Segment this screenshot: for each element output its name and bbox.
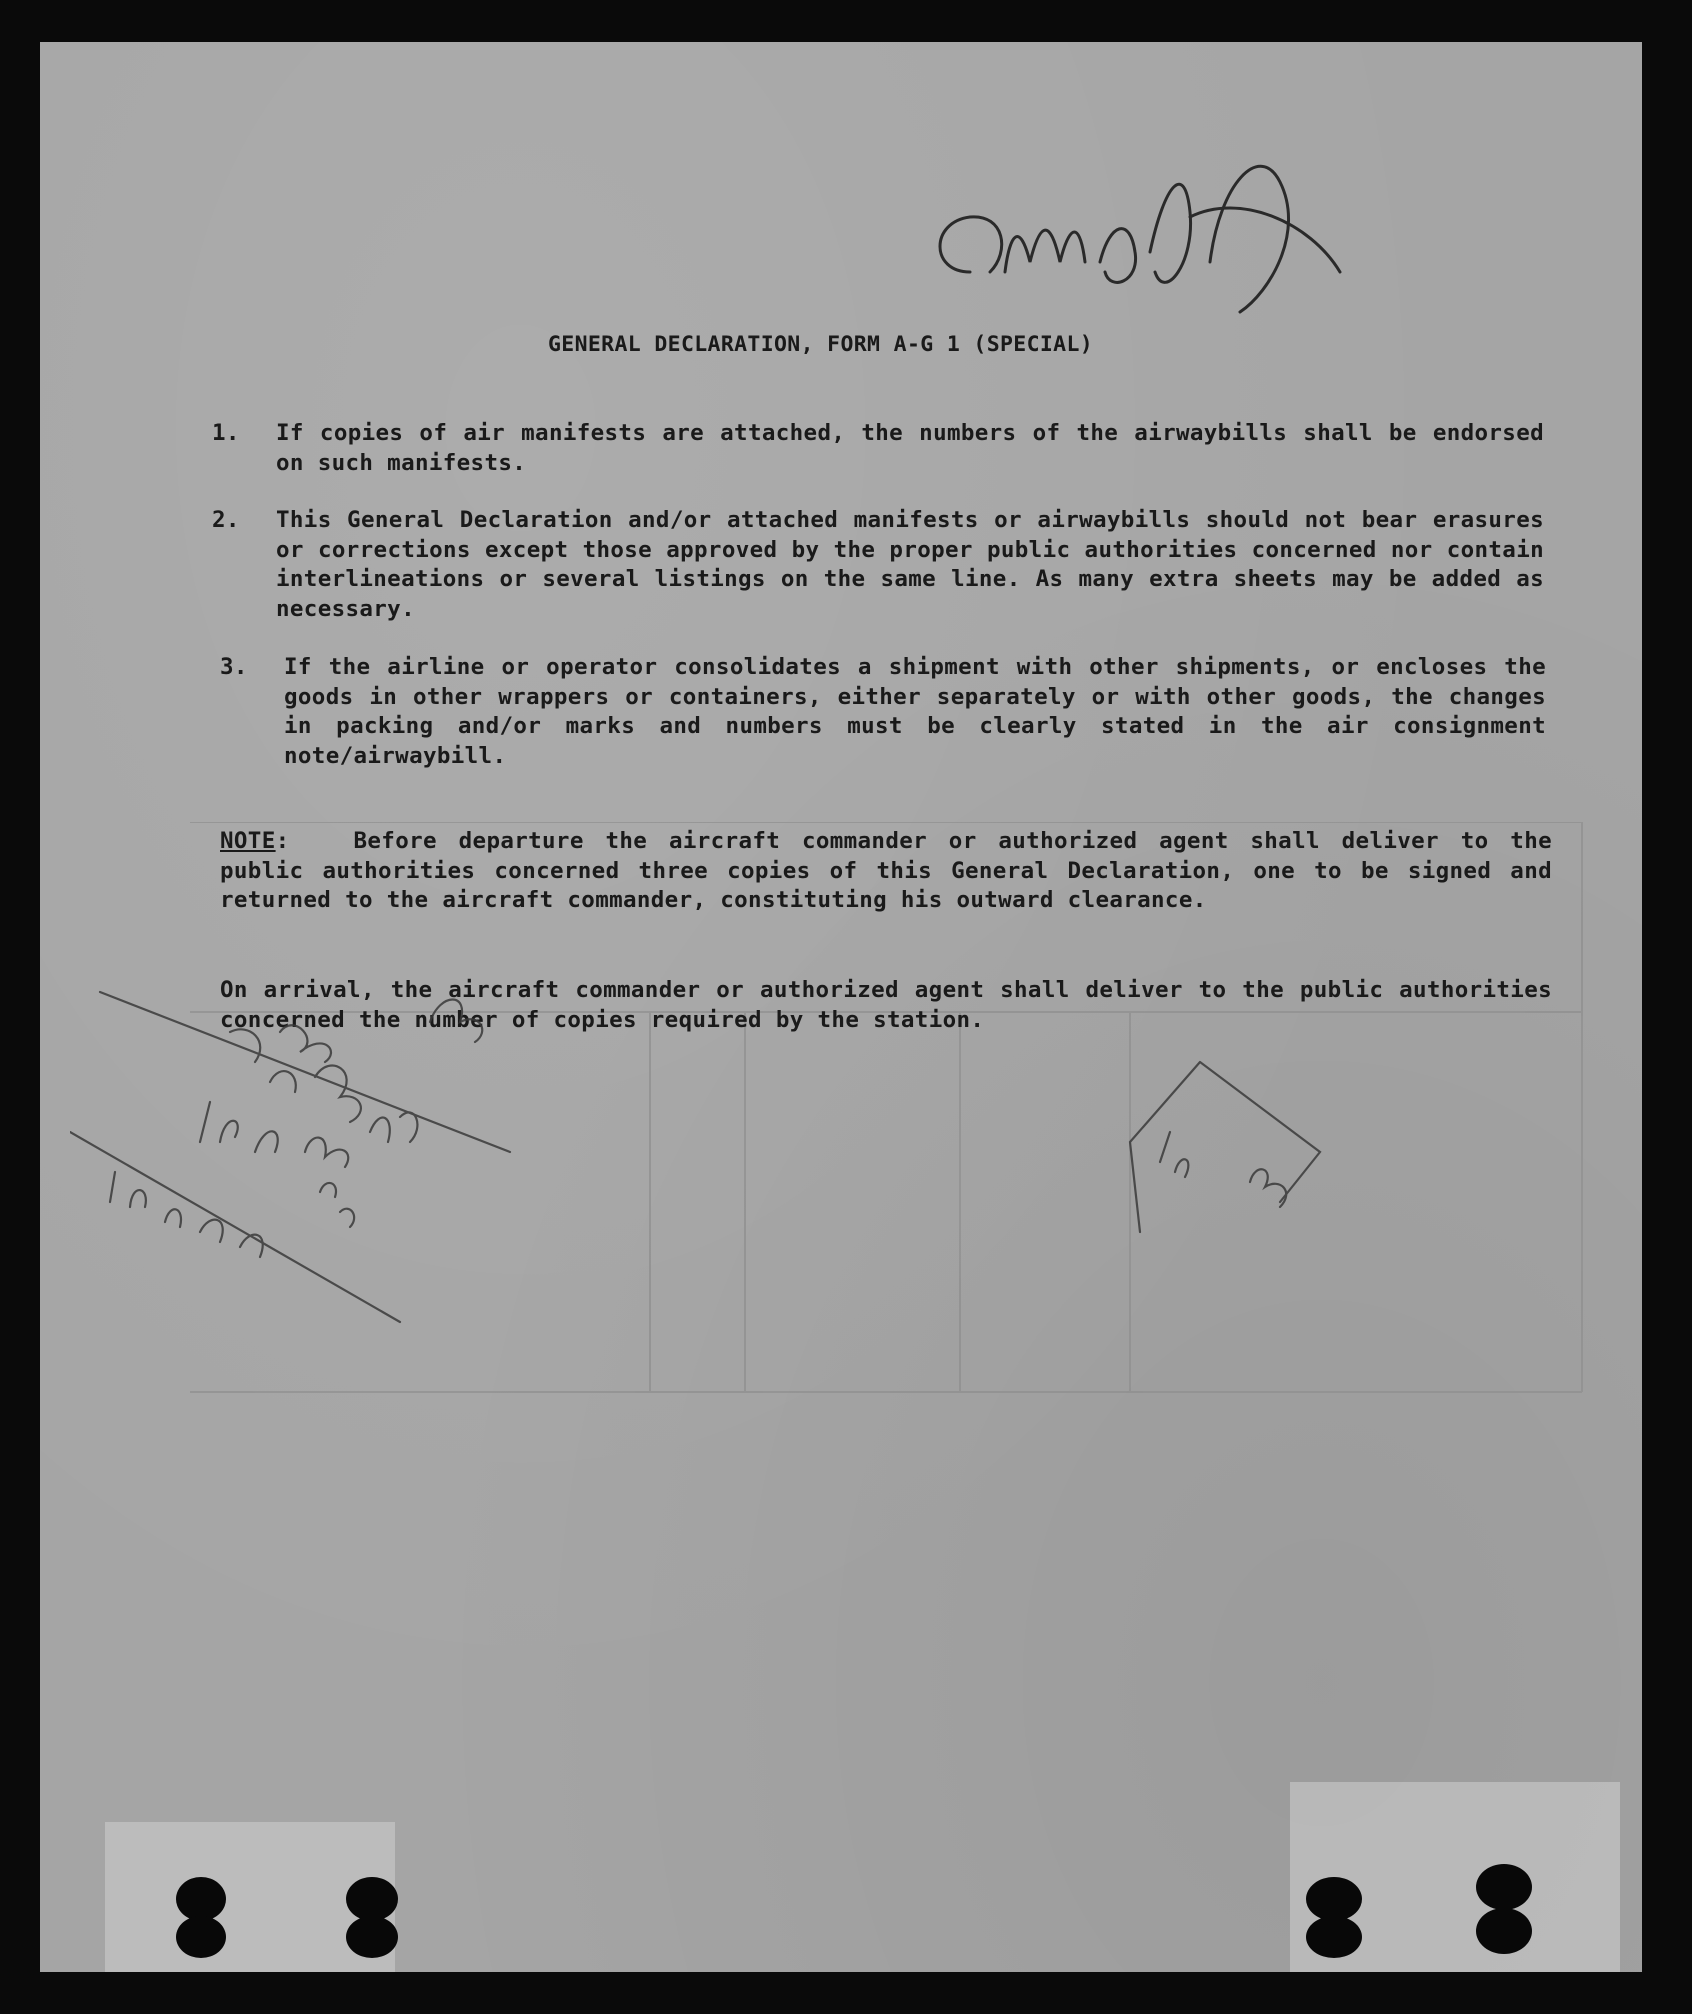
note-paragraph [220, 827, 1552, 916]
note-colon: : [275, 828, 290, 854]
punch-hole [1306, 1877, 1362, 1921]
note-label: NOTE [220, 828, 276, 854]
item-number: 1. [212, 420, 240, 446]
punch-hole [1306, 1916, 1362, 1958]
punch-hole [346, 1916, 398, 1958]
instruction-item-1 [212, 419, 1544, 478]
punch-hole [346, 1877, 398, 1921]
punch-hole [1476, 1908, 1532, 1954]
note-text: Before departure the aircraft commander or authorized agent shall deliver to the public authorities concerned three copies of this General Declaration, one to be signed and returned to the aircraft commander, constituting his outward clearance. [220, 828, 1552, 913]
arrival-paragraph: On arrival, the aircraft commander or authorized agent shall deliver to the public authorities concerned the number of copies required by the station. [220, 977, 1552, 1033]
page-title: GENERAL DECLARATION, FORM A-G 1 (SPECIAL) [548, 332, 1094, 357]
punch-hole [1476, 1864, 1532, 1910]
instruction-item-2 [212, 506, 1544, 624]
signature-scribble-top [910, 122, 1380, 322]
punch-hole [176, 1916, 226, 1958]
item-text: This General Declaration and/or attached manifests or airwaybills should not bear erasures or corrections except those approved by the proper public authorities concerned nor contain interlineations or several listings on the same line. As many extra sheets may be added as necessary. [276, 507, 1544, 622]
document-page [40, 42, 1642, 1972]
item-text: If copies of air manifests are attached, the numbers of the airwaybills shall be endorsed on such manifests. [276, 420, 1544, 476]
item-number: 3. [220, 654, 248, 680]
item-number: 2. [212, 507, 240, 533]
item-text: If the airline or operator consolidates a shipment with other shipments, or encloses the goods in other wrappers or containers, either separately or with other goods, the changes in packing and/or marks and numbers must be clearly stated in the air consignment note/airwaybill. [284, 654, 1546, 769]
instruction-item-3 [220, 653, 1546, 771]
punch-hole [176, 1877, 226, 1921]
